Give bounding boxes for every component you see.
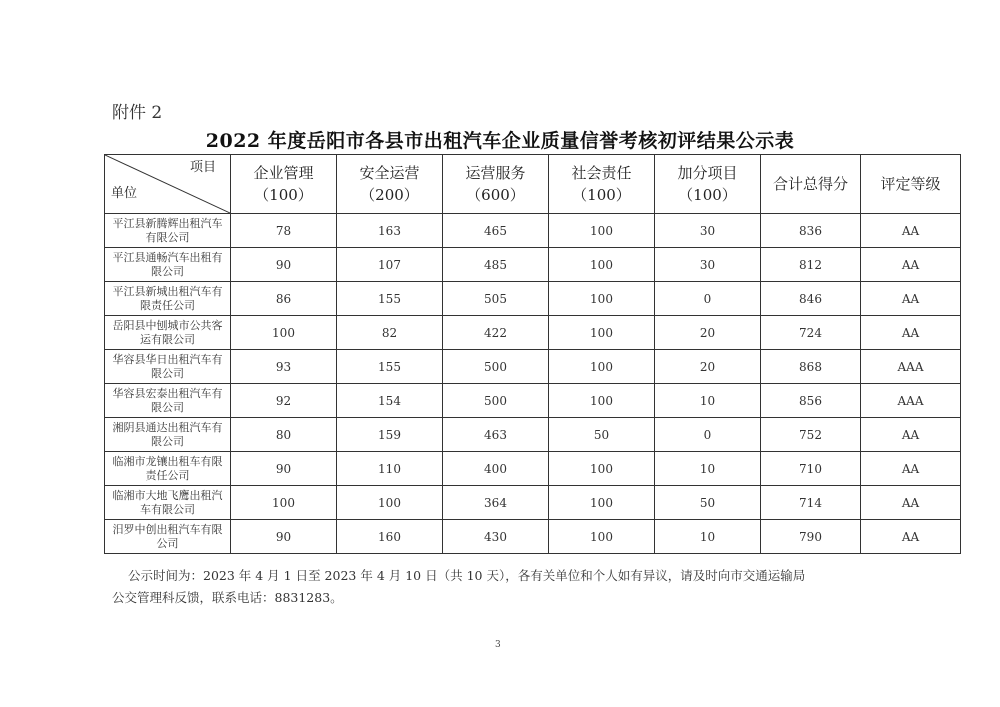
cell-bonus: 30 <box>655 214 761 248</box>
cell-social: 100 <box>549 316 655 350</box>
cell-service: 422 <box>443 316 549 350</box>
cell-service: 500 <box>443 350 549 384</box>
cell-social: 100 <box>549 214 655 248</box>
header-mgmt: 企业管理 （100） <box>231 155 337 214</box>
cell-grade: AAA <box>861 384 961 418</box>
cell-social: 100 <box>549 282 655 316</box>
cell-social: 100 <box>549 452 655 486</box>
cell-mgmt: 100 <box>231 316 337 350</box>
cell-social: 100 <box>549 520 655 554</box>
cell-service: 505 <box>443 282 549 316</box>
header-safety: 安全运营 （200） <box>337 155 443 214</box>
cell-service: 430 <box>443 520 549 554</box>
cell-safety: 155 <box>337 282 443 316</box>
header-total: 合计总得分 <box>761 155 861 214</box>
cell-social: 100 <box>549 384 655 418</box>
cell-social: 100 <box>549 486 655 520</box>
cell-mgmt: 90 <box>231 520 337 554</box>
cell-safety: 163 <box>337 214 443 248</box>
cell-total: 846 <box>761 282 861 316</box>
cell-total: 856 <box>761 384 861 418</box>
cell-company: 华容县华日出租汽车有限公司 <box>105 350 231 384</box>
cell-company: 岳阳县中刨城市公共客运有限公司 <box>105 316 231 350</box>
cell-service: 463 <box>443 418 549 452</box>
cell-grade: AA <box>861 282 961 316</box>
cell-service: 364 <box>443 486 549 520</box>
cell-company: 华容县宏泰出租汽车有限公司 <box>105 384 231 418</box>
cell-company: 临湘市大地飞鹰出租汽车有限公司 <box>105 486 231 520</box>
cell-mgmt: 80 <box>231 418 337 452</box>
cell-service: 400 <box>443 452 549 486</box>
cell-service: 465 <box>443 214 549 248</box>
corner-label-item: 项目 <box>189 160 216 175</box>
table-header-row <box>105 155 961 214</box>
cell-safety: 159 <box>337 418 443 452</box>
cell-safety: 154 <box>337 384 443 418</box>
cell-total: 812 <box>761 248 861 282</box>
cell-company: 平江县新腾辉出租汽车有限公司 <box>105 214 231 248</box>
cell-social: 100 <box>549 350 655 384</box>
cell-total: 724 <box>761 316 861 350</box>
cell-safety: 155 <box>337 350 443 384</box>
cell-company: 汨罗中创出租汽车有限公司 <box>105 520 231 554</box>
cell-mgmt: 100 <box>231 486 337 520</box>
cell-bonus: 0 <box>655 418 761 452</box>
cell-mgmt: 92 <box>231 384 337 418</box>
cell-safety: 100 <box>337 486 443 520</box>
cell-service: 485 <box>443 248 549 282</box>
cell-bonus: 10 <box>655 452 761 486</box>
cell-mgmt: 90 <box>231 452 337 486</box>
page-number: 3 <box>495 640 501 650</box>
cell-grade: AA <box>861 486 961 520</box>
cell-total: 752 <box>761 418 861 452</box>
table-row <box>105 282 961 316</box>
cell-grade: AA <box>861 452 961 486</box>
cell-bonus: 20 <box>655 316 761 350</box>
cell-company: 平江县新城出租汽车有限责任公司 <box>105 282 231 316</box>
cell-grade: AA <box>861 214 961 248</box>
header-corner-cell <box>105 155 231 214</box>
table-row <box>105 452 961 486</box>
cell-service: 500 <box>443 384 549 418</box>
cell-mgmt: 86 <box>231 282 337 316</box>
cell-total: 836 <box>761 214 861 248</box>
attachment-label: 附件 2 <box>112 103 163 123</box>
table-row <box>105 214 961 248</box>
cell-bonus: 10 <box>655 384 761 418</box>
table-row <box>105 384 961 418</box>
cell-mgmt: 93 <box>231 350 337 384</box>
notice-line-2: 公交管理科反馈，联系电话：8831283。 <box>112 590 343 605</box>
cell-total: 710 <box>761 452 861 486</box>
header-service: 运营服务 （600） <box>443 155 549 214</box>
cell-grade: AA <box>861 316 961 350</box>
table-row <box>105 520 961 554</box>
cell-grade: AA <box>861 248 961 282</box>
cell-bonus: 10 <box>655 520 761 554</box>
cell-bonus: 30 <box>655 248 761 282</box>
notice-line-1: 公示时间为：2023 年 4 月 1 日至 2023 年 4 月 10 日（共 10 天），各有关单位和个人如有异议，请及时向市交通运输局 <box>128 568 806 583</box>
cell-social: 50 <box>549 418 655 452</box>
cell-bonus: 20 <box>655 350 761 384</box>
cell-total: 868 <box>761 350 861 384</box>
cell-grade: AA <box>861 418 961 452</box>
cell-bonus: 50 <box>655 486 761 520</box>
corner-label-unit: 单位 <box>111 186 138 201</box>
header-grade: 评定等级 <box>861 155 961 214</box>
table-row <box>105 486 961 520</box>
cell-mgmt: 78 <box>231 214 337 248</box>
cell-total: 714 <box>761 486 861 520</box>
header-social: 社会责任 （100） <box>549 155 655 214</box>
cell-safety: 110 <box>337 452 443 486</box>
header-bonus: 加分项目 （100） <box>655 155 761 214</box>
cell-social: 100 <box>549 248 655 282</box>
results-table <box>104 154 961 554</box>
cell-company: 湘阴县通达出租汽车有限公司 <box>105 418 231 452</box>
cell-grade: AA <box>861 520 961 554</box>
cell-total: 790 <box>761 520 861 554</box>
table-row <box>105 350 961 384</box>
page-title: 2022 年度岳阳市各县市出租汽车企业质量信誉考核初评结果公示表 <box>205 130 795 152</box>
cell-company: 平江县通畅汽车出租有限公司 <box>105 248 231 282</box>
table-row <box>105 316 961 350</box>
cell-bonus: 0 <box>655 282 761 316</box>
cell-company: 临湘市龙镶出租车有限责任公司 <box>105 452 231 486</box>
cell-mgmt: 90 <box>231 248 337 282</box>
cell-grade: AAA <box>861 350 961 384</box>
table-row <box>105 248 961 282</box>
cell-safety: 107 <box>337 248 443 282</box>
table-row <box>105 418 961 452</box>
cell-safety: 82 <box>337 316 443 350</box>
cell-safety: 160 <box>337 520 443 554</box>
